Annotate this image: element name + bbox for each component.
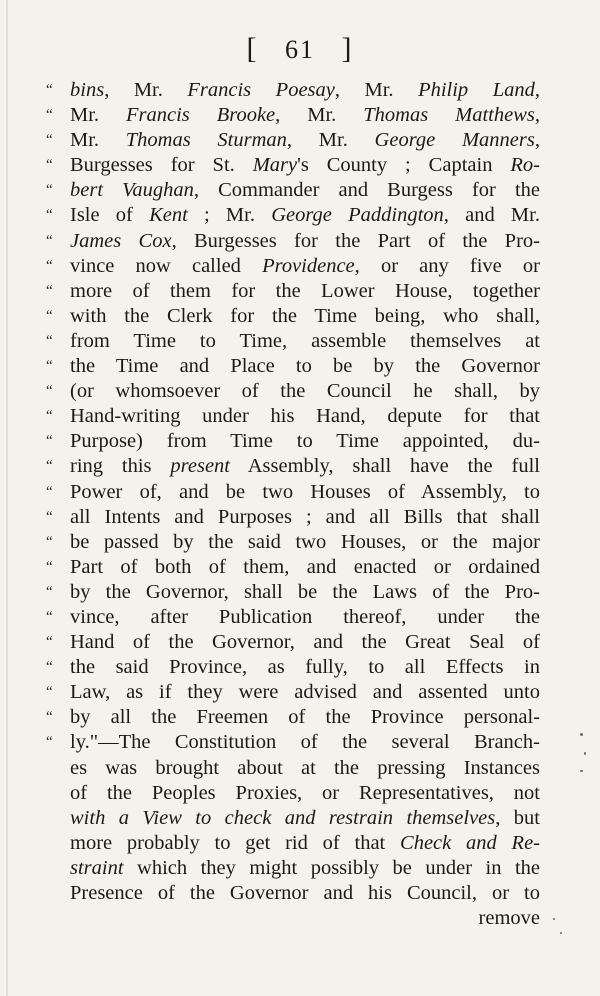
italic-text: present <box>170 455 230 478</box>
page-edge <box>6 0 8 996</box>
quotation-mark: “ <box>46 583 52 600</box>
text-segment: 's County ; Captain <box>297 154 511 177</box>
text-segment: Power of, and be two Houses of Assembly, to <box>70 480 540 503</box>
text-line <box>46 103 540 128</box>
text-segment: vince, after Publication thereof, under the <box>70 605 540 628</box>
quotation-mark: “ <box>46 358 52 375</box>
quotation-mark: “ <box>46 734 52 751</box>
text-segment: Assembly, shall have the full <box>230 455 540 478</box>
text-line <box>46 680 540 705</box>
text-segment: , and Mr. <box>443 204 540 227</box>
text-segment: , <box>534 129 540 152</box>
text-segment: es was brought about at the pressing Instances <box>70 756 540 779</box>
italic-text: Check and Re- <box>400 831 540 854</box>
quotation-mark: “ <box>46 634 52 651</box>
quotation-mark: “ <box>46 483 52 500</box>
text-line <box>46 429 540 454</box>
text-line <box>46 254 541 279</box>
text-line <box>46 730 540 755</box>
text-line <box>46 379 540 404</box>
text-segment: Isle of <box>70 204 150 227</box>
italic-text: Francis Brooke <box>126 104 276 127</box>
text-segment: ; Mr. <box>187 204 272 227</box>
text-line <box>70 831 540 856</box>
quotation-mark: “ <box>46 332 52 349</box>
text-line <box>46 530 540 555</box>
quotation-mark: “ <box>46 433 52 450</box>
text-segment: , Commander and Burgess for the <box>193 179 540 202</box>
quotation-mark: “ <box>46 684 52 701</box>
italic-text: Ro- <box>510 154 541 177</box>
text-line <box>46 354 540 379</box>
text-segment: , Mr. <box>104 79 188 101</box>
text-line <box>46 705 540 730</box>
text-segment: all Intents and Purposes ; and all Bills that shall <box>70 505 540 528</box>
text-line <box>46 630 540 655</box>
italic-text: with a View to check and restrain themselves <box>70 806 496 829</box>
text-line <box>46 480 540 505</box>
text-segment: the said Province, as fully, to all Effects in <box>70 656 540 679</box>
italic-text: Thomas Sturman <box>125 129 287 152</box>
text-segment: , Burgesses for the Part of the Pro- <box>171 229 540 252</box>
quotation-mark: “ <box>46 458 52 475</box>
text-line <box>46 178 540 203</box>
text-line <box>46 605 540 630</box>
text-line <box>46 203 540 228</box>
text-line <box>46 128 540 153</box>
italic-text: bins <box>70 79 105 101</box>
quotation-mark: “ <box>46 157 52 174</box>
text-line <box>70 856 540 881</box>
quotation-mark: “ <box>46 383 52 400</box>
text-segment: Mr. <box>70 129 126 152</box>
text-line <box>46 580 540 605</box>
text-segment: by all the Freemen of the Province personal- <box>70 706 540 729</box>
left-bracket: [ <box>246 32 259 65</box>
italic-text: James Cox <box>70 229 172 252</box>
quotation-mark: “ <box>46 659 52 676</box>
text-segment: by the Governor, shall be the Laws of the Pro- <box>70 580 540 603</box>
text-segment: , Mr. <box>286 129 375 152</box>
ink-speck <box>584 752 586 755</box>
text-segment: (or whomsoever of the Council he shall, by <box>70 380 540 403</box>
text-segment: Part of both of them, and enacted or ordained <box>70 555 540 578</box>
text-segment: vince now called <box>70 254 263 277</box>
ink-speck <box>560 932 562 934</box>
text-line <box>46 555 540 580</box>
quotation-mark: “ <box>46 608 52 625</box>
italic-text: Thomas Matthews <box>363 104 535 127</box>
italic-text: Francis Poesay <box>187 79 335 101</box>
text-segment: Mr. <box>70 104 126 127</box>
text-segment: be passed by the said two Houses, or the major <box>70 530 540 553</box>
text-segment: Presence of the Governor and his Council, or to <box>70 882 540 904</box>
catchword: remove <box>478 907 540 930</box>
text-line <box>46 505 540 530</box>
quotation-mark: “ <box>46 207 52 224</box>
text-segment: , or any five or <box>354 254 541 277</box>
page-number: 61 <box>285 35 315 64</box>
italic-text: George Manners <box>374 129 535 152</box>
italic-text: Philip Land <box>418 79 535 101</box>
text-segment: ring this <box>70 455 171 478</box>
text-segment: , Mr. <box>275 104 364 127</box>
text-line <box>46 304 540 329</box>
text-segment: Burgesses for St. <box>70 154 253 177</box>
quotation-mark: “ <box>46 508 52 525</box>
text-segment: Hand of the Governor, and the Great Seal of <box>70 631 540 654</box>
ink-speck <box>553 918 555 920</box>
quotation-mark: “ <box>46 282 52 299</box>
text-segment: more of them for the Lower House, together <box>70 279 540 302</box>
text-segment: , Mr. <box>334 79 419 101</box>
text-segment: Hand-writing under his Hand, depute for that <box>70 405 540 428</box>
quotation-mark: “ <box>46 408 52 425</box>
text-line <box>70 781 540 806</box>
text-line <box>46 329 540 354</box>
text-line <box>46 454 540 479</box>
quotation-mark: “ <box>46 232 52 249</box>
text-segment: , but <box>495 806 540 829</box>
text-segment: with the Clerk for the Time being, who shall, <box>70 304 540 327</box>
text-line <box>46 279 540 304</box>
text-line <box>46 153 541 178</box>
text-segment: , <box>534 104 540 127</box>
quotation-mark: “ <box>46 257 52 274</box>
quotation-mark: “ <box>46 533 52 550</box>
text-line <box>70 756 540 781</box>
ink-speck <box>580 770 583 772</box>
quotation-mark: “ <box>46 709 52 726</box>
text-segment: Law, as if they were advised and assented unto <box>70 681 540 704</box>
text-segment: more probably to get rid of that <box>70 831 401 854</box>
quotation-mark: “ <box>46 107 52 124</box>
text-line <box>70 806 540 831</box>
text-segment: from Time to Time, assemble themselves at <box>70 329 540 352</box>
quotation-mark: “ <box>46 182 52 199</box>
quotation-mark: “ <box>46 558 52 575</box>
text-line <box>46 78 540 103</box>
quotation-mark: “ <box>46 82 52 98</box>
ink-speck <box>580 733 583 736</box>
italic-text: George Paddington <box>271 204 444 227</box>
text-line <box>46 229 540 254</box>
italic-text: straint <box>70 856 124 879</box>
text-segment: which they might possibly be under in the <box>123 856 540 879</box>
page-header <box>0 32 600 66</box>
text-segment: the Time and Place to be by the Governor <box>70 355 540 378</box>
italic-text: Kent <box>149 204 188 227</box>
italic-text: Mary <box>252 154 298 177</box>
text-line <box>46 404 540 429</box>
text-segment: , <box>534 79 540 101</box>
text-line <box>70 881 540 906</box>
quotation-mark: “ <box>46 132 52 149</box>
page-text <box>46 78 541 931</box>
right-bracket: ] <box>341 32 354 65</box>
italic-text: bert Vaughan <box>70 179 194 202</box>
quotation-mark: “ <box>46 307 52 324</box>
text-segment: ly."—The Constitution of the several Branch- <box>70 731 540 754</box>
italic-text: Providence <box>262 254 355 277</box>
text-segment: Purpose) from Time to Time appointed, du- <box>70 430 540 453</box>
text-line <box>46 655 540 680</box>
text-segment: of the Peoples Proxies, or Representatives, not <box>70 781 540 804</box>
